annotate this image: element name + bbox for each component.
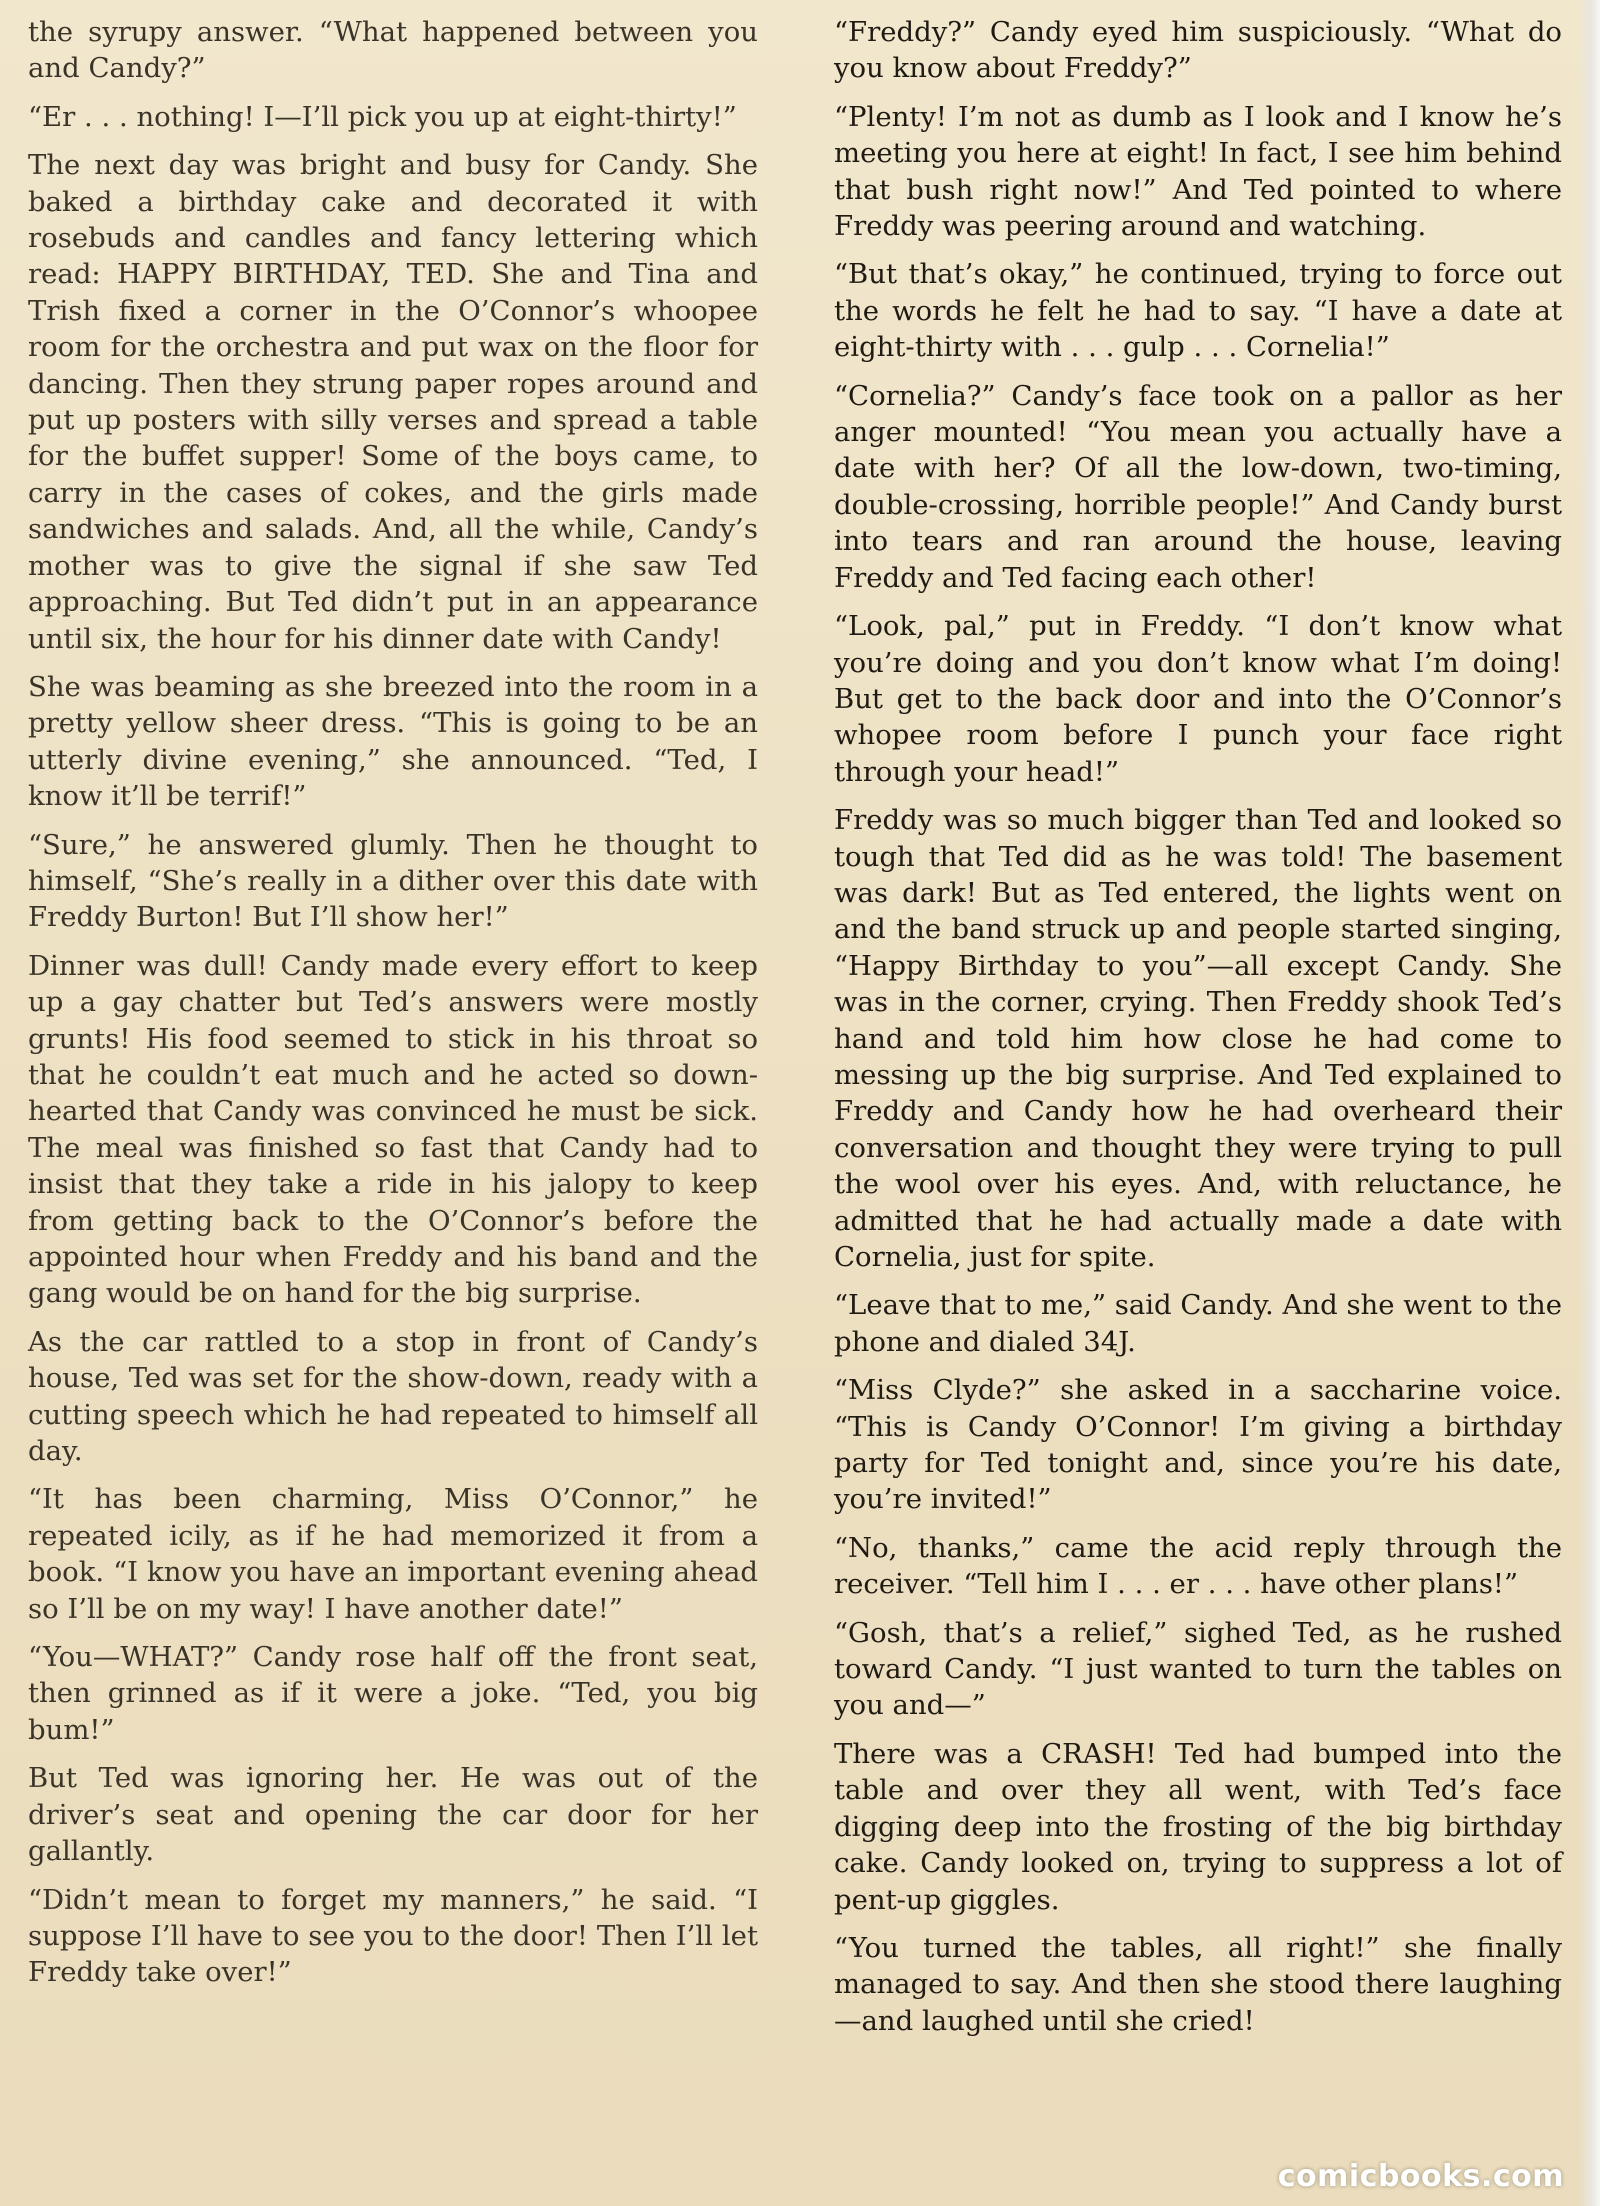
paragraph: The next day was bright and busy for Candy. She baked a birthday cake and decorated it with rosebuds and candles and fancy lettering which read: HAPPY BIRTHDAY, TED. She and Tina and Trish fixed a corner in the O’Connor’s whoopee room for the orchestra and put wax on the floor for dancing. Then they strung paper ropes around and put up posters with silly verses and spread a table for the buffet supper! Some of the boys came, to carry in the cases of cokes, and the girls made sandwiches and salads. And, all the while, Candy’s mother was to give the signal if she saw Ted approaching. But Ted didn’t put in an appearance until six, the hour for his dinner date with Candy! — [28, 149, 758, 655]
paragraph: “But that’s okay,” he continued, trying to force out the words he felt he had to say. “I have a date at eight-thirty with . . . gulp . . . Cornelia!” — [834, 258, 1562, 364]
paragraph: As the car rattled to a stop in front of Candy’s house, Ted was set for the show-down, ready with a cutting speech which he had repeated to himself all day. — [28, 1325, 758, 1468]
paragraph: the syrupy answer. “What happened between you and Candy?” — [28, 16, 758, 85]
paragraph: Freddy was so much bigger than Ted and looked so tough that Ted did as he was told! The basement was dark! But as Ted entered, the lights went on and the band struck up and people started singing, “Happy Birthday to you”—all except Candy. She was in the corner, crying. Then Freddy shook Ted’s hand and told him how close he had come to messing up the big surprise. And Ted explained to Freddy and Candy how he had overheard their conversation and thought they were trying to pull the wool over his eyes. And, with reluctance, he admitted that he had actually made a date with Cornelia, just for spite. — [834, 804, 1562, 1273]
page-edge — [1578, 0, 1600, 2206]
site-watermark: comicbooks.com — [1277, 2159, 1564, 2194]
paragraph: “Leave that to me,” said Candy. And she went to the phone and dialed 34J. — [834, 1289, 1562, 1358]
paragraph: But Ted was ignoring her. He was out of the driver’s seat and opening the car door for her gallantly. — [28, 1762, 758, 1868]
paragraph: “Gosh, that’s a relief,” sighed Ted, as he rushed toward Candy. “I just wanted to turn the tables on you and—” — [834, 1616, 1562, 1722]
paragraph: “Er . . . nothing! I—I’ll pick you up at eight-thirty!” — [28, 100, 737, 133]
paragraph: “Cornelia?” Candy’s face took on a pallor as her anger mounted! “You mean you actually have a date with her? Of all the low-down, two-timing, double-crossing, horrible people!” And Candy burst into tears and ran around the house, leaving Freddy and Ted facing each other! — [834, 379, 1562, 594]
paragraph: “Freddy?” Candy eyed him suspiciously. “What do you know about Freddy?” — [834, 16, 1562, 85]
right-text-column — [834, 14, 1562, 2051]
paragraph: “Miss Clyde?” she asked in a saccharine voice. “This is Candy O’Connor! I’m giving a birthday party for Ted tonight and, since you’re his date, you’re invited!” — [834, 1374, 1562, 1516]
paragraph: “Didn’t mean to forget my manners,” he said. “I suppose I’ll have to see you to the door! Then I’ll let Freddy take over!” — [28, 1883, 758, 1989]
paragraph: “You—WHAT?” Candy rose half off the front seat, then grinned as if it were a joke. “Ted, you big bum!” — [28, 1641, 758, 1746]
paragraph: “Sure,” he answered glumly. Then he thought to himself, “She’s really in a dither over this date with Freddy Burton! But I’ll show her!” — [28, 828, 758, 934]
left-text-column — [28, 14, 758, 2003]
paragraph: She was beaming as she breezed into the room in a pretty yellow sheer dress. “This is going to be an utterly divine evening,” she announced. “Ted, I know it’ll be terrif!” — [28, 670, 758, 813]
paragraph: “You turned the tables, all right!” she finally managed to say. And then she stood there laughing—and laughed until she cried! — [834, 1931, 1562, 2037]
paragraph: Dinner was dull! Candy made every effort to keep up a gay chatter but Ted’s answers were mostly grunts! His food seemed to stick in his throat so that he couldn’t eat much and he acted so down-hearted that Candy was convinced he must be sick. The meal was finished so fast that Candy had to insist that they take a ride in his jalopy to keep from getting back to the O’Connor’s before the appointed hour when Freddy and his band and the gang would be on hand for the big surprise. — [28, 949, 758, 1310]
paragraph: “No, thanks,” came the acid reply through the receiver. “Tell him I . . . er . . . have other plans!” — [834, 1531, 1562, 1601]
paragraph: “Plenty! I’m not as dumb as I look and I know he’s meeting you here at eight! In fact, I see him behind that bush right now!” And Ted pointed to where Freddy was peering around and watching. — [834, 100, 1562, 243]
paragraph: There was a CRASH! Ted had bumped into the table and over they all went, with Ted’s face digging deep into the frosting of the big birthday cake. Candy looked on, trying to suppress a lot of pent-up giggles. — [834, 1737, 1562, 1916]
paragraph: “Look, pal,” put in Freddy. “I don’t know what you’re doing and you don’t know what I’m doing! But get to the back door and into the O’Connor’s whopee room before I punch your face right through your head!” — [834, 610, 1562, 788]
paragraph: “It has been charming, Miss O’Connor,” he repeated icily, as if he had memorized it from a book. “I know you have an important evening ahead so I’ll be on my way! I have another date!” — [28, 1483, 758, 1625]
